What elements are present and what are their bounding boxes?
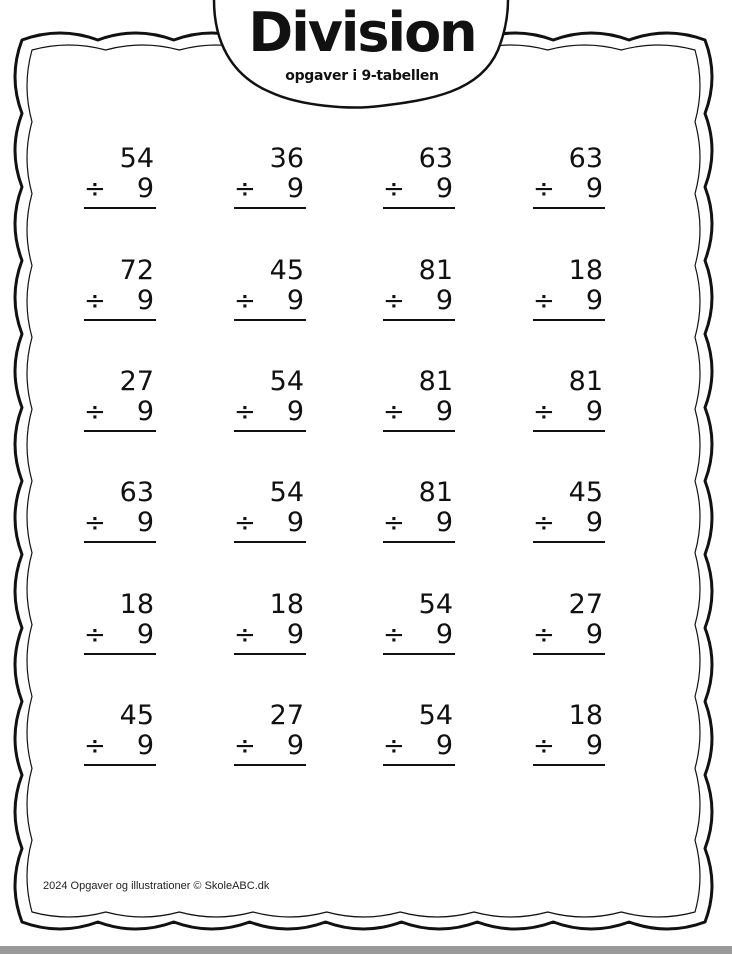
divisor: 9 [585, 507, 603, 538]
divisor: 9 [435, 285, 453, 316]
answer-line [234, 207, 306, 209]
division-sign: ÷ [383, 620, 405, 650]
division-sign: ÷ [383, 731, 405, 761]
divisor: 9 [286, 285, 304, 316]
division-sign: ÷ [533, 286, 555, 316]
answer-line [234, 319, 306, 321]
divisor: 9 [435, 730, 453, 761]
division-problem [383, 478, 455, 548]
division-problem [533, 701, 605, 771]
division-problem [533, 367, 605, 437]
division-sign: ÷ [84, 286, 106, 316]
dividend: 18 [568, 700, 603, 731]
dividend: 54 [269, 366, 304, 397]
divisor: 9 [286, 730, 304, 761]
answer-line [234, 764, 306, 766]
answer-line [533, 653, 605, 655]
answer-line [533, 430, 605, 432]
answer-line [234, 430, 306, 432]
answer-line [533, 207, 605, 209]
answer-line [383, 541, 455, 543]
division-problem [84, 478, 156, 548]
answer-line [84, 764, 156, 766]
divisor: 9 [585, 396, 603, 427]
division-problem [84, 144, 156, 214]
dividend: 27 [568, 589, 603, 620]
divisor: 9 [136, 285, 154, 316]
division-problem [84, 367, 156, 437]
division-sign: ÷ [533, 174, 555, 204]
divisor: 9 [585, 730, 603, 761]
divisor: 9 [435, 173, 453, 204]
division-problem [234, 144, 306, 214]
answer-line [234, 653, 306, 655]
division-sign: ÷ [533, 731, 555, 761]
division-sign: ÷ [533, 620, 555, 650]
page-subtitle: opgaver i 9-tabellen [285, 68, 439, 84]
page-bottom-bar [0, 946, 732, 954]
dividend: 45 [568, 477, 603, 508]
dividend: 18 [269, 589, 304, 620]
division-sign: ÷ [84, 174, 106, 204]
dividend: 63 [418, 143, 453, 174]
division-sign: ÷ [383, 508, 405, 538]
division-sign: ÷ [234, 508, 256, 538]
dividend: 18 [119, 589, 154, 620]
title-cloud [216, 0, 508, 108]
division-sign: ÷ [84, 397, 106, 427]
divisor: 9 [286, 396, 304, 427]
answer-line [383, 764, 455, 766]
copyright-footer: 2024 Opgaver og illustrationer © SkoleABC.dk [43, 880, 270, 892]
division-sign: ÷ [533, 397, 555, 427]
divisor: 9 [585, 173, 603, 204]
answer-line [84, 541, 156, 543]
dividend: 45 [269, 255, 304, 286]
dividend: 81 [418, 477, 453, 508]
divisor: 9 [286, 173, 304, 204]
dividend: 63 [119, 477, 154, 508]
dividend: 54 [418, 589, 453, 620]
division-sign: ÷ [84, 508, 106, 538]
divisor: 9 [136, 396, 154, 427]
dividend: 54 [269, 477, 304, 508]
division-problem [383, 144, 455, 214]
dividend: 18 [568, 255, 603, 286]
divisor: 9 [585, 619, 603, 650]
dividend: 81 [568, 366, 603, 397]
division-problem [234, 367, 306, 437]
page-title: Division [248, 1, 476, 64]
divisor: 9 [136, 173, 154, 204]
answer-line [84, 430, 156, 432]
dividend: 81 [418, 255, 453, 286]
divisor: 9 [136, 507, 154, 538]
division-problem [84, 701, 156, 771]
answer-line [84, 319, 156, 321]
answer-line [84, 653, 156, 655]
answer-line [383, 430, 455, 432]
division-problem [234, 478, 306, 548]
divisor: 9 [435, 507, 453, 538]
division-problem [84, 590, 156, 660]
division-problem [383, 256, 455, 326]
division-problem [383, 701, 455, 771]
divisor: 9 [435, 619, 453, 650]
division-sign: ÷ [533, 508, 555, 538]
division-problem [533, 478, 605, 548]
division-sign: ÷ [84, 620, 106, 650]
answer-line [533, 319, 605, 321]
division-sign: ÷ [383, 174, 405, 204]
division-sign: ÷ [234, 620, 256, 650]
divisor: 9 [286, 619, 304, 650]
answer-line [383, 207, 455, 209]
dividend: 72 [119, 255, 154, 286]
division-sign: ÷ [84, 731, 106, 761]
division-sign: ÷ [234, 397, 256, 427]
division-problem [383, 367, 455, 437]
division-problem [533, 590, 605, 660]
division-sign: ÷ [234, 174, 256, 204]
division-problem [234, 256, 306, 326]
dividend: 36 [269, 143, 304, 174]
divisor: 9 [585, 285, 603, 316]
divisor: 9 [435, 396, 453, 427]
dividend: 54 [418, 700, 453, 731]
answer-line [84, 207, 156, 209]
answer-line [383, 319, 455, 321]
division-problem [84, 256, 156, 326]
division-sign: ÷ [383, 397, 405, 427]
division-sign: ÷ [383, 286, 405, 316]
dividend: 27 [269, 700, 304, 731]
divisor: 9 [136, 619, 154, 650]
answer-line [234, 541, 306, 543]
division-sign: ÷ [234, 731, 256, 761]
division-sign: ÷ [234, 286, 256, 316]
dividend: 54 [119, 143, 154, 174]
divisor: 9 [286, 507, 304, 538]
division-problem [234, 590, 306, 660]
dividend: 63 [568, 143, 603, 174]
answer-line [533, 764, 605, 766]
division-problem [383, 590, 455, 660]
division-problem [533, 256, 605, 326]
answer-line [383, 653, 455, 655]
dividend: 81 [418, 366, 453, 397]
division-problem [533, 144, 605, 214]
divisor: 9 [136, 730, 154, 761]
division-problem [234, 701, 306, 771]
answer-line [533, 541, 605, 543]
dividend: 27 [119, 366, 154, 397]
dividend: 45 [119, 700, 154, 731]
